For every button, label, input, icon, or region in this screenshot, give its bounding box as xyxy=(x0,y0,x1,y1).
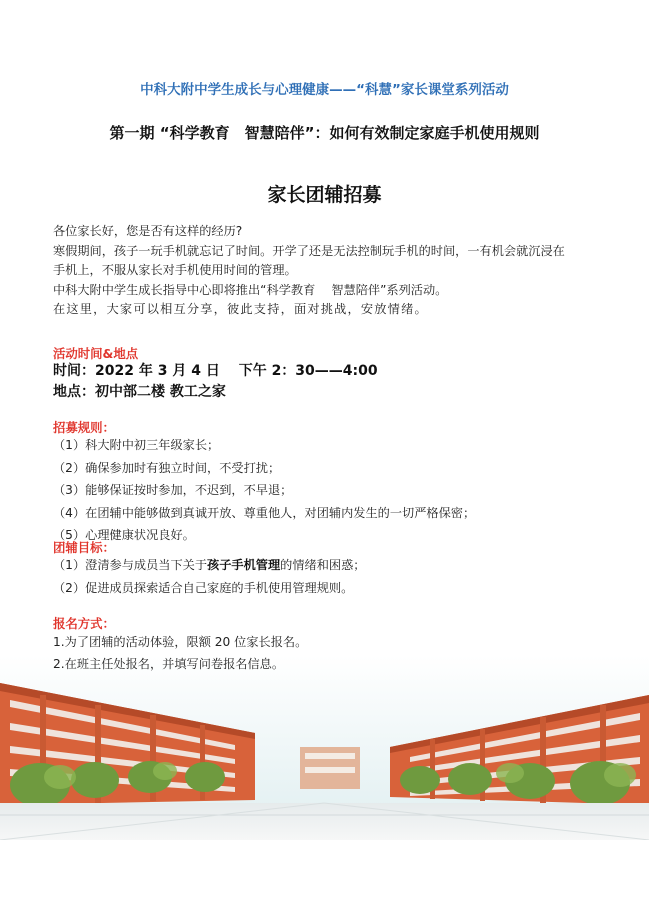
registration-line: 1.为了团辅的活动体验，限额 20 位家长报名。 xyxy=(53,635,308,649)
series-title: 中科大附中学生成长与心理健康——“科慧”家长课堂系列活动 xyxy=(140,82,509,98)
goal-text: 的情绪和困惑； xyxy=(280,558,366,572)
rule-item: （5）心理健康状况良好。 xyxy=(53,528,195,542)
rule-item: （2）确保参加时有独立时间，不受打扰； xyxy=(53,460,281,475)
goal-item xyxy=(53,554,623,577)
rule-item: （1）科大附中初三年级家长； xyxy=(53,438,220,452)
campus-photo xyxy=(0,655,649,840)
issue-title: 第一期 “科学教育 智慧陪伴”：如何有效制定家庭手机使用规则 xyxy=(109,124,540,142)
rule-item: （4）在团辅中能够做到真诚开放、尊重他人，对团辅内发生的一切严格保密； xyxy=(53,505,476,520)
intro-line: 手机上，不服从家长对手机使用时间的管理。 xyxy=(53,263,297,277)
rules-label: 招募规则： xyxy=(53,420,115,435)
intro-line: 在这里，大家可以相互分享，彼此支持，面对挑战，安放情绪。 xyxy=(53,302,428,316)
intro-line: 寒假期间，孩子一玩手机就忘记了时间。开学了还是无法控制玩手机的时间，一有机会就沉浸在 xyxy=(53,243,565,258)
campus-illustration xyxy=(0,655,649,840)
rules-list xyxy=(53,434,623,547)
registration-line: 2.在班主任处报名，并填写问卷报名信息。 xyxy=(53,657,285,671)
event-place: 地点：初中部二楼 教工之家 xyxy=(53,384,226,400)
intro-line: 中科大附中学生成长指导中心即将推出“科学教育 智慧陪伴”系列活动。 xyxy=(53,282,448,297)
main-heading: 家长团辅招募 xyxy=(267,184,382,206)
rule-item: （3）能够保证按时参加，不迟到，不早退； xyxy=(53,483,293,497)
goals-label: 团辅目标： xyxy=(53,540,115,555)
goal-item: （2）促进成员探索适合自己家庭的手机使用管理规则。 xyxy=(53,580,354,595)
goal-emphasis: 孩子手机管理 xyxy=(207,558,281,572)
goals-list xyxy=(53,554,623,599)
schedule-label: 活动时间&地点 xyxy=(53,346,139,361)
registration-label: 报名方式： xyxy=(53,616,115,631)
goal-text: （1）澄清参与成员当下关于 xyxy=(53,558,208,572)
intro-greeting: 各位家长好，您是否有这样的经历? xyxy=(53,224,243,238)
intro-paragraph xyxy=(53,222,613,320)
event-time: 时间：2022 年 3 月 4 日 下午 2：30——4:00 xyxy=(53,363,378,379)
